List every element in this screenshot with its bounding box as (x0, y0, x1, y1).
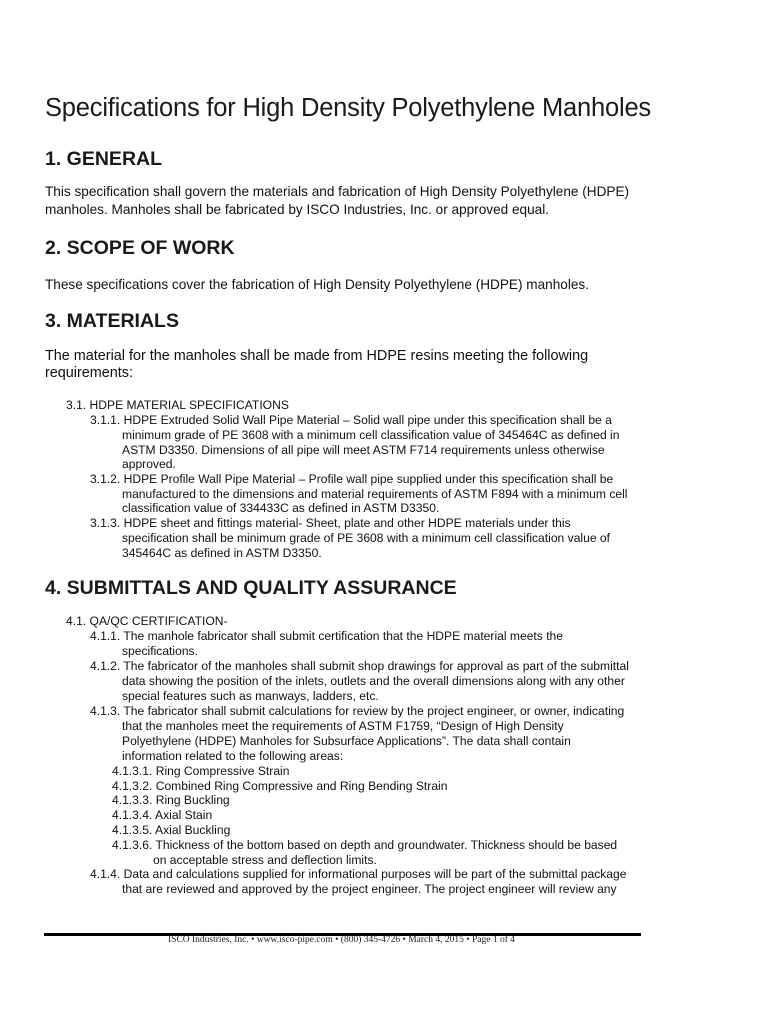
section-heading-scope: 2. SCOPE OF WORK (45, 237, 235, 259)
list-item-continuation: that the manholes meet the requirements of ASTM F1759, “Design of High Density (122, 719, 564, 733)
list-item-continuation: specifications. (122, 644, 198, 658)
list-item: 4.1.3. The fabricator shall submit calculations for review by the project engineer, or owner, indicating (90, 704, 625, 718)
list-item-continuation: specification shall be minimum grade of PE 3608 with a minimum cell classification value of (122, 531, 611, 545)
area-item: 4.1.3.5. Axial Buckling (112, 823, 231, 837)
list-item: 4.1.4. Data and calculations supplied for informational purposes will be part of the submittal package (90, 867, 627, 881)
list-item-continuation: information related to the following areas: (122, 749, 344, 763)
list-item-continuation: minimum grade of PE 3608 with a minimum cell classification value of 345464C as defined in (122, 428, 620, 442)
area-item: 4.1.3.1. Ring Compressive Strain (112, 764, 290, 778)
paragraph-line: These specifications cover the fabrication of High Density Polyethylene (HDPE) manholes. (45, 277, 590, 292)
section-heading-materials: 3. MATERIALS (45, 310, 179, 332)
area-item: 4.1.3.2. Combined Ring Compressive and Ring Bending Strain (112, 779, 448, 793)
subsection-heading: 3.1. HDPE MATERIAL SPECIFICATIONS (66, 398, 289, 412)
area-item: 4.1.3.6. Thickness of the bottom based on depth and groundwater. Thickness should be based (112, 838, 618, 852)
list-item-continuation: Polyethylene (HDPE) Manholes for Subsurface Applications”. The data shall contain (122, 734, 571, 748)
list-item-continuation: manufactured to the dimensions and material requirements of ASTM F894 with a minimum cell (122, 487, 628, 501)
list-item-continuation: ASTM D3350. Dimensions of all pipe will meet ASTM F714 requirements unless otherwise (122, 443, 605, 457)
list-item-continuation: approved. (122, 457, 176, 471)
paragraph-line: manholes. Manholes shall be fabricated by ISCO Industries, Inc. or approved equal. (45, 202, 550, 217)
document-title: Specifications for High Density Polyethylene Manholes (45, 94, 651, 122)
list-item: 3.1.1. HDPE Extruded Solid Wall Pipe Material – Solid wall pipe under this specification shall be a (90, 413, 612, 427)
paragraph-line: This specification shall govern the materials and fabrication of High Density Polyethylene (HDPE) (45, 184, 630, 199)
paragraph-line: The material for the manholes shall be made from HDPE resins meeting the following (45, 348, 589, 364)
area-item: 4.1.3.4. Axial Stain (112, 808, 213, 822)
list-item: 4.1.1. The manhole fabricator shall submit certification that the HDPE material meets the (90, 629, 564, 643)
list-item: 3.1.3. HDPE sheet and fittings material- Sheet, plate and other HDPE materials under this (90, 516, 571, 530)
section-heading-submittals: 4. SUBMITTALS AND QUALITY ASSURANCE (45, 577, 457, 599)
list-item: 3.1.2. HDPE Profile Wall Pipe Material – Profile wall pipe supplied under this specification shall be (90, 472, 614, 486)
list-item-continuation: special features such as manways, ladders, etc. (122, 689, 379, 703)
area-item-continuation: on acceptable stress and deflection limits. (153, 853, 377, 867)
section-heading-general: 1. GENERAL (45, 148, 163, 170)
list-item-continuation: classification value of 334433C as defined in ASTM D3350. (122, 501, 440, 515)
list-item-continuation: data showing the position of the inlets, outlets and the overall dimensions along with any other (122, 674, 625, 688)
page-footer: ISCO Industries, Inc. • www.isco-pipe.com • (800) 345-4726 • March 4, 2015 • Page 1 of 4 (168, 935, 515, 945)
paragraph-line: requirements: (45, 365, 133, 381)
area-item: 4.1.3.3. Ring Buckling (112, 793, 230, 807)
list-item: 4.1.2. The fabricator of the manholes shall submit shop drawings for approval as part of the submittal (90, 659, 629, 673)
list-item-continuation: that are reviewed and approved by the project engineer. The project engineer will review any (122, 882, 617, 896)
list-item-continuation: 345464C as defined in ASTM D3350. (122, 546, 322, 560)
subsection-heading: 4.1. QA/QC CERTIFICATION- (66, 614, 228, 628)
